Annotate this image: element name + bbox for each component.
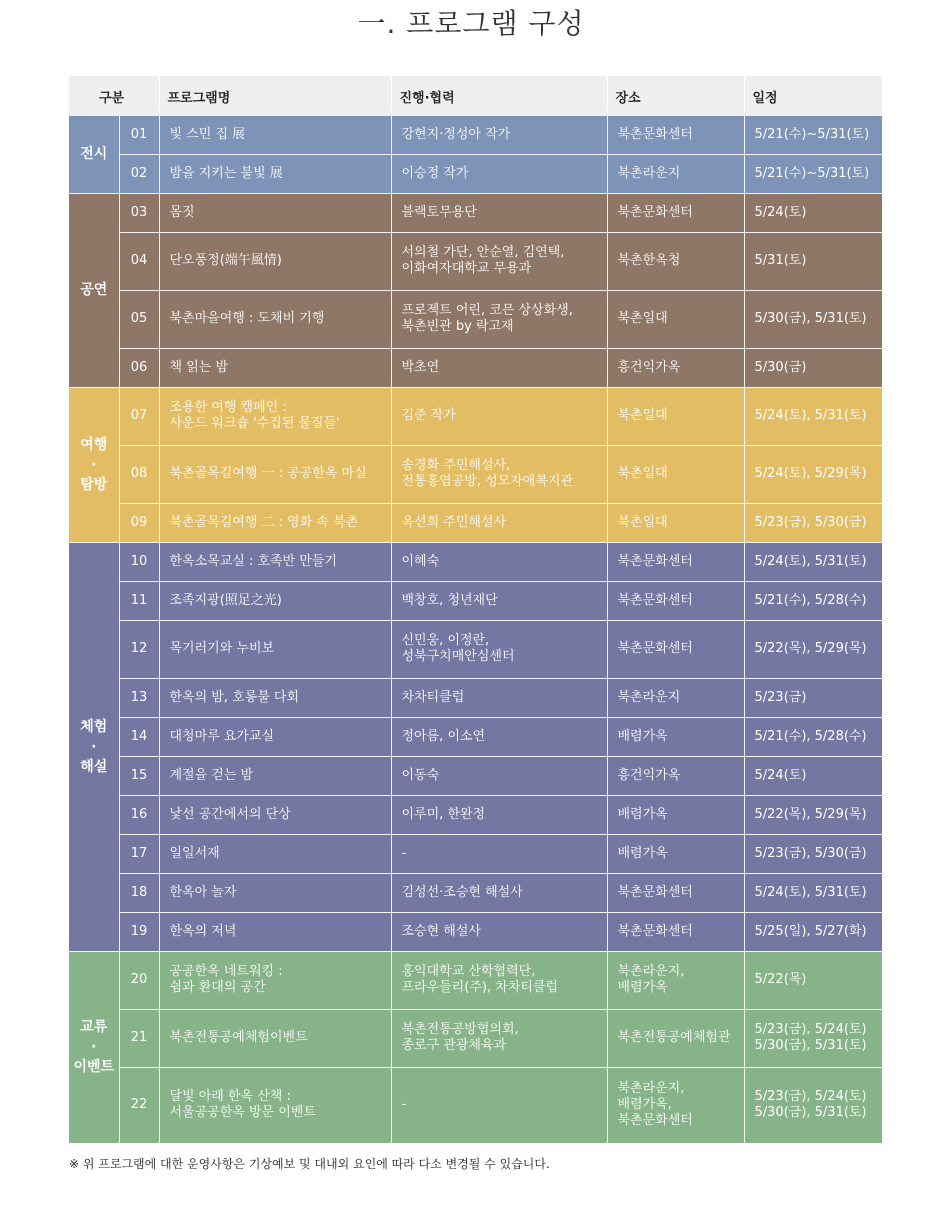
program-partner <box>391 1009 607 1067</box>
page-title: 一. 프로그램 구성 <box>357 7 585 40</box>
cell-line: 서의철 가단, 안순열, 김연택, <box>401 245 565 260</box>
table-row <box>69 620 882 678</box>
program-date <box>744 951 882 1009</box>
program-name <box>159 756 391 795</box>
program-partner <box>391 912 607 951</box>
program-name <box>159 834 391 873</box>
table-row <box>69 445 882 503</box>
cell-line: 체험 <box>80 718 108 735</box>
table-row <box>69 348 882 387</box>
cell-line: 북촌문화센터 <box>617 641 693 656</box>
cell-line: 북촌일대 <box>617 466 668 481</box>
cell-line: 5/24(토) <box>754 204 807 220</box>
cell-line: 북촌문화센터 <box>617 553 693 569</box>
program-place <box>607 951 744 1009</box>
cell-line: 계절을 걷는 밤 <box>169 767 254 783</box>
program-name <box>159 232 391 290</box>
cell-line: 5/22(목), 5/29(목) <box>754 806 867 822</box>
program-place <box>607 873 744 912</box>
cell-line: 북촌문화센터 <box>617 923 693 939</box>
program-place <box>607 290 744 348</box>
table-row <box>69 834 882 873</box>
category-cell-experience <box>69 542 119 951</box>
header-program-name: 프로그램명 <box>159 76 391 116</box>
cell-line: 배렴가옥 <box>617 980 668 995</box>
cell-line: 한옥의 밤, 호롱불 다회 <box>169 689 300 705</box>
category-cell-travel <box>69 387 119 542</box>
cell-line: 북촌전통공방협의회, <box>401 1022 519 1037</box>
table-row <box>69 503 882 542</box>
cell-line: 목기러기와 누비보 <box>169 641 275 656</box>
cell-line: 홍익대학교 산학협력단, <box>401 964 536 979</box>
cell-line: 배렴가옥 <box>617 845 668 861</box>
program-number: 22 <box>119 1067 159 1143</box>
cell-line: 5/23(금), 5/30(금) <box>754 845 867 861</box>
cell-line: 북촌전통공예체험관 <box>617 1030 731 1045</box>
program-date <box>744 1009 882 1067</box>
cell-line: 종로구 관광체육과 <box>401 1038 507 1053</box>
program-number: 05 <box>119 290 159 348</box>
table-row <box>69 795 882 834</box>
program-date <box>744 232 882 290</box>
program-partner <box>391 445 607 503</box>
program-date <box>744 290 882 348</box>
program-number: 15 <box>119 756 159 795</box>
program-number: 01 <box>119 116 159 154</box>
cell-line: 쉼과 환대의 공간 <box>169 980 266 995</box>
cell-line: 북촌문화센터 <box>617 884 693 900</box>
cell-line: 5/30(금), 5/31(토) <box>754 311 867 326</box>
cell-line: 사운드 워크숍 '수집된 물질들' <box>169 416 340 431</box>
cell-line: 한옥아 놀자 <box>169 884 237 900</box>
cell-line: 북촌전통공예체험이벤트 <box>169 1030 308 1045</box>
cell-line: 5/23(금), 5/30(금) <box>754 514 867 530</box>
cell-line: 5/30(금), 5/31(토) <box>754 1105 867 1120</box>
table-row <box>69 756 882 795</box>
program-partner <box>391 717 607 756</box>
category-cell-perform <box>69 193 119 387</box>
cell-line: 일일서재 <box>169 845 220 861</box>
program-partner <box>391 873 607 912</box>
program-name <box>159 795 391 834</box>
cell-line: 5/31(토) <box>754 253 807 268</box>
cell-line: 5/21(수)~5/31(토) <box>754 165 870 181</box>
program-number: 17 <box>119 834 159 873</box>
program-name <box>159 951 391 1009</box>
program-partner <box>391 542 607 581</box>
program-number: 04 <box>119 232 159 290</box>
table-row <box>69 717 882 756</box>
cell-line: 5/21(수), 5/28(수) <box>754 728 867 744</box>
program-partner <box>391 1067 607 1143</box>
cell-line: 5/22(목), 5/29(목) <box>754 641 867 656</box>
program-place <box>607 678 744 717</box>
cell-line: 5/24(토), 5/31(토) <box>754 884 867 900</box>
program-name <box>159 193 391 232</box>
cell-line: 몸짓 <box>169 204 195 220</box>
program-place <box>607 620 744 678</box>
program-place <box>607 503 744 542</box>
cell-line: 북촌일대 <box>617 311 668 326</box>
program-date <box>744 1067 882 1143</box>
program-number: 19 <box>119 912 159 951</box>
cell-line: 이동숙 <box>401 767 440 783</box>
program-name <box>159 1067 391 1143</box>
category-cell-exchange <box>69 951 119 1143</box>
cell-line: 5/23(금) <box>754 689 807 705</box>
cell-line: 5/24(토) <box>754 767 807 783</box>
cell-line: 북촌마을여행 : 도채비 기행 <box>169 311 325 326</box>
program-place <box>607 1067 744 1143</box>
cell-line: 정아름, 이소연 <box>401 728 486 744</box>
cell-line: 블랙토무용단 <box>401 204 477 220</box>
cell-line: 낯선 공간에서의 단상 <box>169 806 291 822</box>
table-header-row <box>69 76 882 116</box>
cell-line: 성북구치매안심센터 <box>401 649 515 664</box>
cell-line: 공연 <box>80 282 108 298</box>
program-place <box>607 795 744 834</box>
table-row <box>69 912 882 951</box>
cell-line: · <box>91 738 97 755</box>
cell-line: 단오풍정(端午風情) <box>169 253 282 268</box>
program-partner <box>391 503 607 542</box>
cell-line: 5/23(금), 5/24(토) <box>754 1089 867 1104</box>
program-name <box>159 387 391 445</box>
cell-line: 5/24(토), 5/31(토) <box>754 553 867 569</box>
cell-line: 빛 스민 집 展 <box>169 126 246 142</box>
cell-line: 서울공공한옥 방문 이벤트 <box>169 1105 316 1120</box>
cell-line: · <box>91 1039 97 1055</box>
cell-line: 이벤트 <box>73 1059 115 1075</box>
cell-line: 박초연 <box>401 359 440 375</box>
program-number: 16 <box>119 795 159 834</box>
table-row <box>69 678 882 717</box>
program-partner <box>391 756 607 795</box>
program-place <box>607 348 744 387</box>
program-number: 06 <box>119 348 159 387</box>
program-place <box>607 232 744 290</box>
program-partner <box>391 581 607 620</box>
category-cell-exhibit <box>69 116 119 193</box>
program-name <box>159 717 391 756</box>
table-row <box>69 542 882 581</box>
table-row <box>69 232 882 290</box>
cell-line: 5/23(금), 5/24(토) <box>754 1022 867 1037</box>
cell-line: 5/24(토), 5/31(토) <box>754 408 867 423</box>
cell-line: 책 읽는 밤 <box>169 359 228 375</box>
program-date <box>744 912 882 951</box>
cell-line: 북촌라운지 <box>617 689 681 705</box>
cell-line: 흥건익가옥 <box>617 359 681 375</box>
table-row <box>69 1067 882 1143</box>
program-number: 20 <box>119 951 159 1009</box>
header-partner: 진행·협력 <box>391 76 607 116</box>
program-number: 10 <box>119 542 159 581</box>
cell-line: 이혜숙 <box>401 553 440 569</box>
cell-line: 이승정 작가 <box>401 165 469 181</box>
program-place <box>607 116 744 154</box>
cell-line: 북촌한옥청 <box>617 253 681 268</box>
cell-line: 북촌문화센터 <box>617 126 693 142</box>
program-date <box>744 581 882 620</box>
cell-line: 배렴가옥 <box>617 728 668 744</box>
header-place: 장소 <box>607 76 744 116</box>
footnote: ※ 위 프로그램에 대한 운영사항은 기상예보 및 대내외 요인에 따라 다소 변경될 수 있습니다. <box>69 1157 550 1171</box>
cell-line: 프로젝트 어린, 코믄 상상화생, <box>401 303 573 318</box>
program-name <box>159 116 391 154</box>
program-place <box>607 154 744 193</box>
program-date <box>744 503 882 542</box>
program-partner <box>391 620 607 678</box>
cell-line: 한옥의 저녁 <box>169 923 237 939</box>
table-row <box>69 387 882 445</box>
program-number: 09 <box>119 503 159 542</box>
program-table <box>69 76 883 1144</box>
program-number: 03 <box>119 193 159 232</box>
cell-line: 5/25(일), 5/27(화) <box>754 923 867 939</box>
cell-line: 공공한옥 네트워킹 : <box>169 964 283 979</box>
program-date <box>744 116 882 154</box>
cell-line: 5/30(금), 5/31(토) <box>754 1038 867 1053</box>
program-date <box>744 717 882 756</box>
cell-line: 5/21(수)~5/31(토) <box>754 126 870 142</box>
program-partner <box>391 795 607 834</box>
cell-line: 북촌라운지 <box>617 165 681 181</box>
cell-line: 북촌라운지, <box>617 964 685 979</box>
program-name <box>159 1009 391 1067</box>
cell-line: 조승현 해설사 <box>401 923 481 939</box>
program-number: 13 <box>119 678 159 717</box>
program-name <box>159 678 391 717</box>
cell-line: 배렴가옥 <box>617 806 668 822</box>
table-row <box>69 873 882 912</box>
program-date <box>744 795 882 834</box>
program-place <box>607 542 744 581</box>
program-name <box>159 873 391 912</box>
program-place <box>607 581 744 620</box>
program-partner <box>391 951 607 1009</box>
cell-line: · <box>91 456 97 473</box>
program-place <box>607 445 744 503</box>
cell-line: 백창호, 청년재단 <box>401 592 498 608</box>
program-place <box>607 912 744 951</box>
program-name <box>159 581 391 620</box>
program-place <box>607 387 744 445</box>
program-place <box>607 756 744 795</box>
program-name <box>159 620 391 678</box>
program-date <box>744 678 882 717</box>
cell-line: 배렴가옥, <box>617 1097 672 1112</box>
cell-line: 조족지광(照足之光) <box>169 592 282 608</box>
program-number: 21 <box>119 1009 159 1067</box>
table-row <box>69 290 882 348</box>
cell-line: 여행 <box>80 436 108 453</box>
program-name <box>159 912 391 951</box>
cell-line: 옥선희 주민해설사 <box>401 514 507 530</box>
cell-line: 차차티클럽 <box>401 689 465 705</box>
cell-line: 대청마루 요가교실 <box>169 728 275 744</box>
program-date <box>744 445 882 503</box>
cell-line: 이루미, 한완정 <box>401 806 486 822</box>
program-partner <box>391 116 607 154</box>
cell-line: 흥건익가옥 <box>617 767 681 783</box>
cell-line: 북촌일대 <box>617 514 668 530</box>
cell-line: 북촌골목길여행 一 : 공공한옥 마실 <box>169 466 367 481</box>
table-row <box>69 154 882 193</box>
cell-line: 북촌빈관 by 락고재 <box>401 319 514 334</box>
cell-line: - <box>401 1097 407 1112</box>
program-name <box>159 445 391 503</box>
cell-line: 전통홍염공방, 성모자애복지관 <box>401 474 574 489</box>
program-partner <box>391 387 607 445</box>
program-partner <box>391 834 607 873</box>
table-row <box>69 1009 882 1067</box>
program-date <box>744 193 882 232</box>
cell-line: 해설 <box>80 758 108 775</box>
cell-line: 한옥소목교실 : 호족반 만들기 <box>169 553 337 569</box>
program-date <box>744 154 882 193</box>
cell-line: 밤을 지키는 불빛 展 <box>169 165 283 181</box>
program-partner <box>391 154 607 193</box>
program-date <box>744 873 882 912</box>
table-row <box>69 951 882 1009</box>
program-name <box>159 503 391 542</box>
program-number: 18 <box>119 873 159 912</box>
program-partner <box>391 290 607 348</box>
header-category: 구분 <box>69 76 159 116</box>
program-name <box>159 290 391 348</box>
cell-line: 달빛 아래 한옥 산책 : <box>169 1089 291 1104</box>
cell-line: 탐방 <box>80 476 108 493</box>
cell-line: 전시 <box>80 146 108 163</box>
cell-line: 신민웅, 이정란, <box>401 633 490 648</box>
cell-line: 북촌골목길여행 二 : 영화 속 북촌 <box>169 514 359 530</box>
cell-line: 북촌문화센터 <box>617 204 693 220</box>
cell-line: 5/22(목) <box>754 972 807 987</box>
program-number: 14 <box>119 717 159 756</box>
program-number: 02 <box>119 154 159 193</box>
cell-line: 북촌문화센터 <box>617 1113 693 1128</box>
program-number: 12 <box>119 620 159 678</box>
cell-line: 북촌라운지, <box>617 1081 685 1096</box>
cell-line: 5/21(수), 5/28(수) <box>754 592 867 608</box>
program-date <box>744 348 882 387</box>
program-number: 07 <box>119 387 159 445</box>
program-name <box>159 154 391 193</box>
program-date <box>744 387 882 445</box>
program-number: 11 <box>119 581 159 620</box>
cell-line: 북촌문화센터 <box>617 592 693 608</box>
cell-line: 이화여자대학교 무용과 <box>401 261 532 276</box>
program-date <box>744 620 882 678</box>
program-date <box>744 834 882 873</box>
cell-line: 교류 <box>80 1019 108 1035</box>
program-partner <box>391 678 607 717</box>
cell-line: 송경화 주민해설사, <box>401 458 511 473</box>
cell-line: 강현지·정성아 작가 <box>401 126 511 142</box>
cell-line: 김성선·조승현 해설사 <box>401 884 523 900</box>
program-partner <box>391 348 607 387</box>
table-row <box>69 193 882 232</box>
program-date <box>744 756 882 795</box>
program-place <box>607 193 744 232</box>
table-body <box>69 116 882 1143</box>
table-row <box>69 116 882 154</box>
program-number: 08 <box>119 445 159 503</box>
program-name <box>159 348 391 387</box>
cell-line: 북촌일대 <box>617 408 668 423</box>
cell-line: 김준 작가 <box>401 408 456 423</box>
cell-line: 조용한 여행 캠페인 : <box>169 400 287 415</box>
cell-line: 5/24(토), 5/29(목) <box>754 466 867 481</box>
program-name <box>159 542 391 581</box>
table-row <box>69 581 882 620</box>
program-partner <box>391 193 607 232</box>
program-place <box>607 717 744 756</box>
cell-line: 프라우들리(주), 차차티클럽 <box>401 980 559 995</box>
program-partner <box>391 232 607 290</box>
cell-line: - <box>401 845 407 861</box>
program-date <box>744 542 882 581</box>
program-place <box>607 834 744 873</box>
cell-line: 5/30(금) <box>754 359 807 375</box>
header-date: 일정 <box>744 76 882 116</box>
program-place <box>607 1009 744 1067</box>
